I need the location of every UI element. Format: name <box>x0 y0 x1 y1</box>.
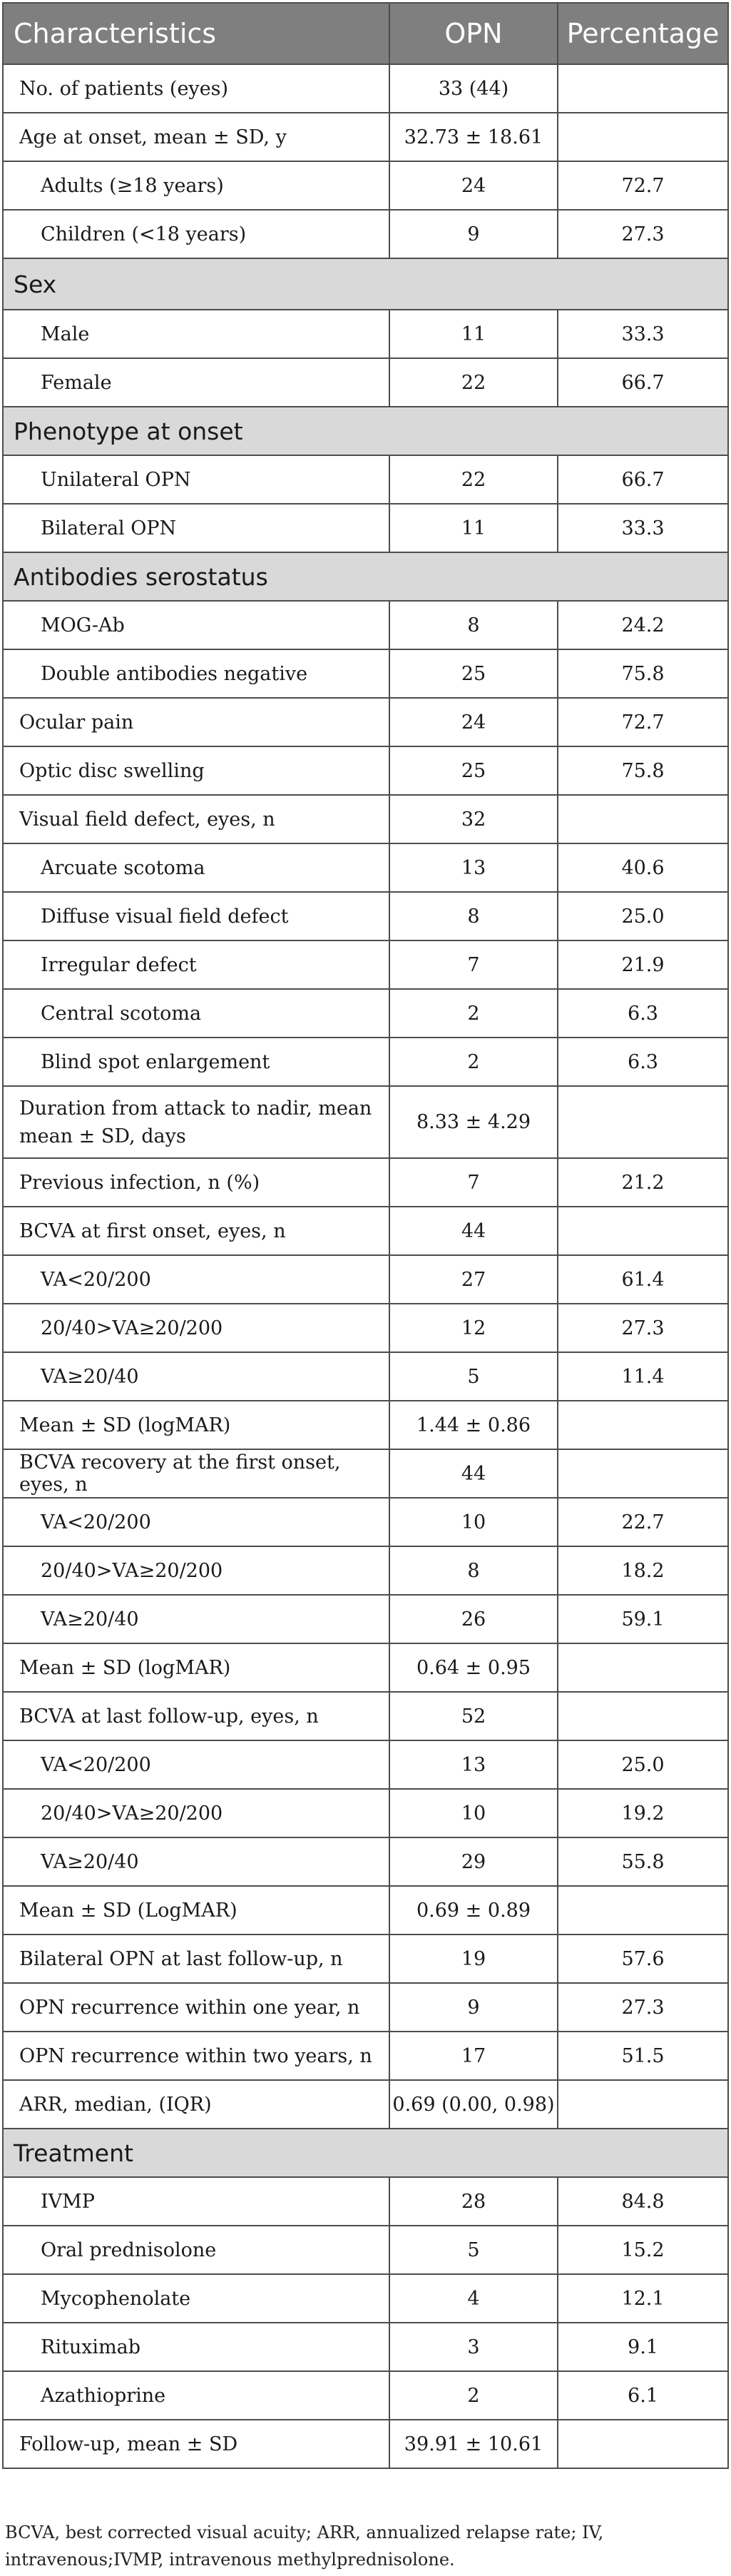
row-label: Double antibodies negative <box>3 649 389 698</box>
percentage-value <box>558 1449 728 1498</box>
table-row <box>3 161 728 210</box>
row-label: Previous infection, n (%) <box>3 1158 389 1207</box>
header-row <box>3 3 728 64</box>
table-row <box>3 504 728 552</box>
row-label: No. of patients (eyes) <box>3 64 389 113</box>
opn-value: 0.69 ± 0.89 <box>389 1886 558 1934</box>
table-row <box>3 1352 728 1401</box>
row-label: Ocular pain <box>3 698 389 746</box>
percentage-value: 75.8 <box>558 649 728 698</box>
row-label: Optic disc swelling <box>3 746 389 795</box>
row-label: VA<20/200 <box>3 1740 389 1789</box>
row-label: VA≥20/40 <box>3 1352 389 1401</box>
opn-value: 17 <box>389 2032 558 2080</box>
opn-value: 39.91 ± 10.61 <box>389 2420 558 2468</box>
opn-value: 4 <box>389 2274 558 2323</box>
opn-value: 11 <box>389 504 558 552</box>
percentage-value: 55.8 <box>558 1837 728 1886</box>
table-row <box>3 940 728 989</box>
row-label: Oral prednisolone <box>3 2226 389 2274</box>
row-label: Central scotoma <box>3 989 389 1038</box>
opn-value: 10 <box>389 1498 558 1546</box>
table-row <box>3 2274 728 2323</box>
table-row <box>3 698 728 746</box>
row-label: VA≥20/40 <box>3 1837 389 1886</box>
opn-value: 13 <box>389 1740 558 1789</box>
row-label: OPN recurrence within two years, n <box>3 2032 389 2080</box>
opn-value: 52 <box>389 1692 558 1740</box>
percentage-value: 61.4 <box>558 1255 728 1304</box>
opn-value: 2 <box>389 1038 558 1086</box>
row-label: VA≥20/40 <box>3 1595 389 1643</box>
row-label: BCVA recovery at the first onset, eyes, n <box>3 1449 389 1498</box>
percentage-value: 27.3 <box>558 1304 728 1352</box>
table-body <box>3 64 728 2468</box>
table-row <box>3 1207 728 1255</box>
table-row <box>3 1934 728 1983</box>
opn-value: 44 <box>389 1449 558 1498</box>
row-label: Follow-up, mean ± SD <box>3 2420 389 2468</box>
opn-value: 27 <box>389 1255 558 1304</box>
table-row <box>3 795 728 843</box>
opn-value: 7 <box>389 1158 558 1207</box>
table-row <box>3 649 728 698</box>
percentage-value <box>558 113 728 161</box>
section-row <box>3 552 728 601</box>
row-label: BCVA at last follow-up, eyes, n <box>3 1692 389 1740</box>
row-label: OPN recurrence within one year, n <box>3 1983 389 2032</box>
percentage-value: 66.7 <box>558 358 728 407</box>
opn-value: 0.64 ± 0.95 <box>389 1643 558 1692</box>
table-row <box>3 455 728 504</box>
row-label: VA<20/200 <box>3 1255 389 1304</box>
row-label: Azathioprine <box>3 2371 389 2420</box>
table-row <box>3 1837 728 1886</box>
percentage-value: 33.3 <box>558 504 728 552</box>
table-row <box>3 1886 728 1934</box>
section-row <box>3 2129 728 2177</box>
percentage-value: 27.3 <box>558 210 728 258</box>
table-row <box>3 1304 728 1352</box>
row-label: Visual field defect, eyes, n <box>3 795 389 843</box>
table-row <box>3 989 728 1038</box>
opn-value: 9 <box>389 210 558 258</box>
opn-value: 13 <box>389 843 558 892</box>
percentage-value: 6.1 <box>558 2371 728 2420</box>
percentage-value: 84.8 <box>558 2177 728 2226</box>
row-label: Mean ± SD (logMAR) <box>3 1643 389 1692</box>
table-row <box>3 843 728 892</box>
percentage-value <box>558 1086 728 1158</box>
header-characteristics: Characteristics <box>3 3 389 64</box>
opn-value: 24 <box>389 161 558 210</box>
percentage-value <box>558 64 728 113</box>
percentage-value: 12.1 <box>558 2274 728 2323</box>
table-row <box>3 1158 728 1207</box>
opn-value: 32 <box>389 795 558 843</box>
table-row <box>3 1255 728 1304</box>
row-label: Unilateral OPN <box>3 455 389 504</box>
row-label: Children (<18 years) <box>3 210 389 258</box>
section-label: Phenotype at onset <box>3 407 728 455</box>
percentage-value: 40.6 <box>558 843 728 892</box>
section-label: Treatment <box>3 2129 728 2177</box>
percentage-value <box>558 2420 728 2468</box>
table-row <box>3 1449 728 1498</box>
table-row <box>3 1692 728 1740</box>
opn-value: 32.73 ± 18.61 <box>389 113 558 161</box>
opn-value: 26 <box>389 1595 558 1643</box>
header-opn: OPN <box>389 3 558 64</box>
percentage-value: 19.2 <box>558 1789 728 1837</box>
percentage-value: 72.7 <box>558 161 728 210</box>
opn-value: 7 <box>389 940 558 989</box>
row-label: IVMP <box>3 2177 389 2226</box>
opn-value: 0.69 (0.00, 0.98) <box>389 2080 558 2129</box>
table-row <box>3 2080 728 2129</box>
percentage-value: 33.3 <box>558 310 728 358</box>
percentage-value <box>558 1207 728 1255</box>
percentage-value: 25.0 <box>558 892 728 940</box>
opn-value: 29 <box>389 1837 558 1886</box>
percentage-value: 11.4 <box>558 1352 728 1401</box>
percentage-value: 72.7 <box>558 698 728 746</box>
row-label: Mean ± SD (LogMAR) <box>3 1886 389 1934</box>
table-row <box>3 746 728 795</box>
percentage-value: 21.9 <box>558 940 728 989</box>
row-label: Adults (≥18 years) <box>3 161 389 210</box>
row-label: Irregular defect <box>3 940 389 989</box>
section-row <box>3 258 728 310</box>
opn-value: 10 <box>389 1789 558 1837</box>
percentage-value: 75.8 <box>558 746 728 795</box>
table-row <box>3 1038 728 1086</box>
table-row <box>3 892 728 940</box>
opn-value: 12 <box>389 1304 558 1352</box>
opn-value: 25 <box>389 746 558 795</box>
opn-value: 22 <box>389 455 558 504</box>
table-row <box>3 1546 728 1595</box>
table-row <box>3 2323 728 2371</box>
table-row <box>3 210 728 258</box>
table-row <box>3 1643 728 1692</box>
opn-value: 2 <box>389 989 558 1038</box>
table-row <box>3 2177 728 2226</box>
percentage-value <box>558 1692 728 1740</box>
opn-value: 8 <box>389 892 558 940</box>
row-label: Bilateral OPN <box>3 504 389 552</box>
percentage-value: 59.1 <box>558 1595 728 1643</box>
table-row <box>3 2371 728 2420</box>
row-label: 20/40>VA≥20/200 <box>3 1789 389 1837</box>
opn-value: 8 <box>389 601 558 649</box>
percentage-value: 22.7 <box>558 1498 728 1546</box>
table-footnote: BCVA, best corrected visual acuity; ARR, annualized relapse rate; IV, intravenous;IVMP, intravenous methylprednisolone. <box>5 2522 604 2570</box>
opn-value: 5 <box>389 1352 558 1401</box>
percentage-value: 57.6 <box>558 1934 728 1983</box>
percentage-value: 66.7 <box>558 455 728 504</box>
table-row <box>3 2032 728 2080</box>
opn-value: 8.33 ± 4.29 <box>389 1086 558 1158</box>
percentage-value <box>558 795 728 843</box>
row-label: Mean ± SD (logMAR) <box>3 1401 389 1449</box>
table-row <box>3 601 728 649</box>
table-row <box>3 1086 728 1158</box>
table-row <box>3 310 728 358</box>
row-label: Bilateral OPN at last follow-up, n <box>3 1934 389 1983</box>
opn-value: 44 <box>389 1207 558 1255</box>
row-label: ARR, median, (IQR) <box>3 2080 389 2129</box>
row-label: Arcuate scotoma <box>3 843 389 892</box>
table-row <box>3 1401 728 1449</box>
row-label: MOG-Ab <box>3 601 389 649</box>
row-label: Mycophenolate <box>3 2274 389 2323</box>
table-row <box>3 1789 728 1837</box>
opn-value: 3 <box>389 2323 558 2371</box>
opn-value: 8 <box>389 1546 558 1595</box>
opn-value: 25 <box>389 649 558 698</box>
percentage-value: 24.2 <box>558 601 728 649</box>
opn-value: 1.44 ± 0.86 <box>389 1401 558 1449</box>
row-label: Age at onset, mean ± SD, y <box>3 113 389 161</box>
section-label: Antibodies serostatus <box>3 552 728 601</box>
opn-value: 9 <box>389 1983 558 2032</box>
row-label: Diffuse visual field defect <box>3 892 389 940</box>
section-row <box>3 407 728 455</box>
percentage-value <box>558 1643 728 1692</box>
header-percentage: Percentage <box>558 3 728 64</box>
table-row <box>3 1740 728 1789</box>
table-row <box>3 64 728 113</box>
percentage-value: 21.2 <box>558 1158 728 1207</box>
table-header <box>3 3 728 64</box>
row-label: Blind spot enlargement <box>3 1038 389 1086</box>
percentage-value: 18.2 <box>558 1546 728 1595</box>
opn-value: 22 <box>389 358 558 407</box>
table-row <box>3 1595 728 1643</box>
section-label: Sex <box>3 258 728 310</box>
percentage-value <box>558 1886 728 1934</box>
row-label: Male <box>3 310 389 358</box>
percentage-value: 25.0 <box>558 1740 728 1789</box>
opn-value: 11 <box>389 310 558 358</box>
table-row <box>3 1983 728 2032</box>
percentage-value: 6.3 <box>558 989 728 1038</box>
percentage-value: 6.3 <box>558 1038 728 1086</box>
opn-value: 24 <box>389 698 558 746</box>
row-label: BCVA at first onset, eyes, n <box>3 1207 389 1255</box>
characteristics-table <box>2 2 729 2469</box>
opn-value: 28 <box>389 2177 558 2226</box>
table-row <box>3 1498 728 1546</box>
opn-value: 5 <box>389 2226 558 2274</box>
table-row <box>3 113 728 161</box>
opn-value: 33 (44) <box>389 64 558 113</box>
percentage-value: 27.3 <box>558 1983 728 2032</box>
percentage-value: 9.1 <box>558 2323 728 2371</box>
row-label: Duration from attack to nadir, mean mean ± SD, days <box>3 1086 389 1158</box>
percentage-value <box>558 1401 728 1449</box>
percentage-value <box>558 2080 728 2129</box>
table-row <box>3 358 728 407</box>
row-label: 20/40>VA≥20/200 <box>3 1304 389 1352</box>
row-label: VA<20/200 <box>3 1498 389 1546</box>
opn-value: 19 <box>389 1934 558 1983</box>
opn-value: 2 <box>389 2371 558 2420</box>
row-label: Female <box>3 358 389 407</box>
table-row <box>3 2420 728 2468</box>
table-row <box>3 2226 728 2274</box>
row-label: 20/40>VA≥20/200 <box>3 1546 389 1595</box>
percentage-value: 15.2 <box>558 2226 728 2274</box>
percentage-value: 51.5 <box>558 2032 728 2080</box>
row-label: Rituximab <box>3 2323 389 2371</box>
